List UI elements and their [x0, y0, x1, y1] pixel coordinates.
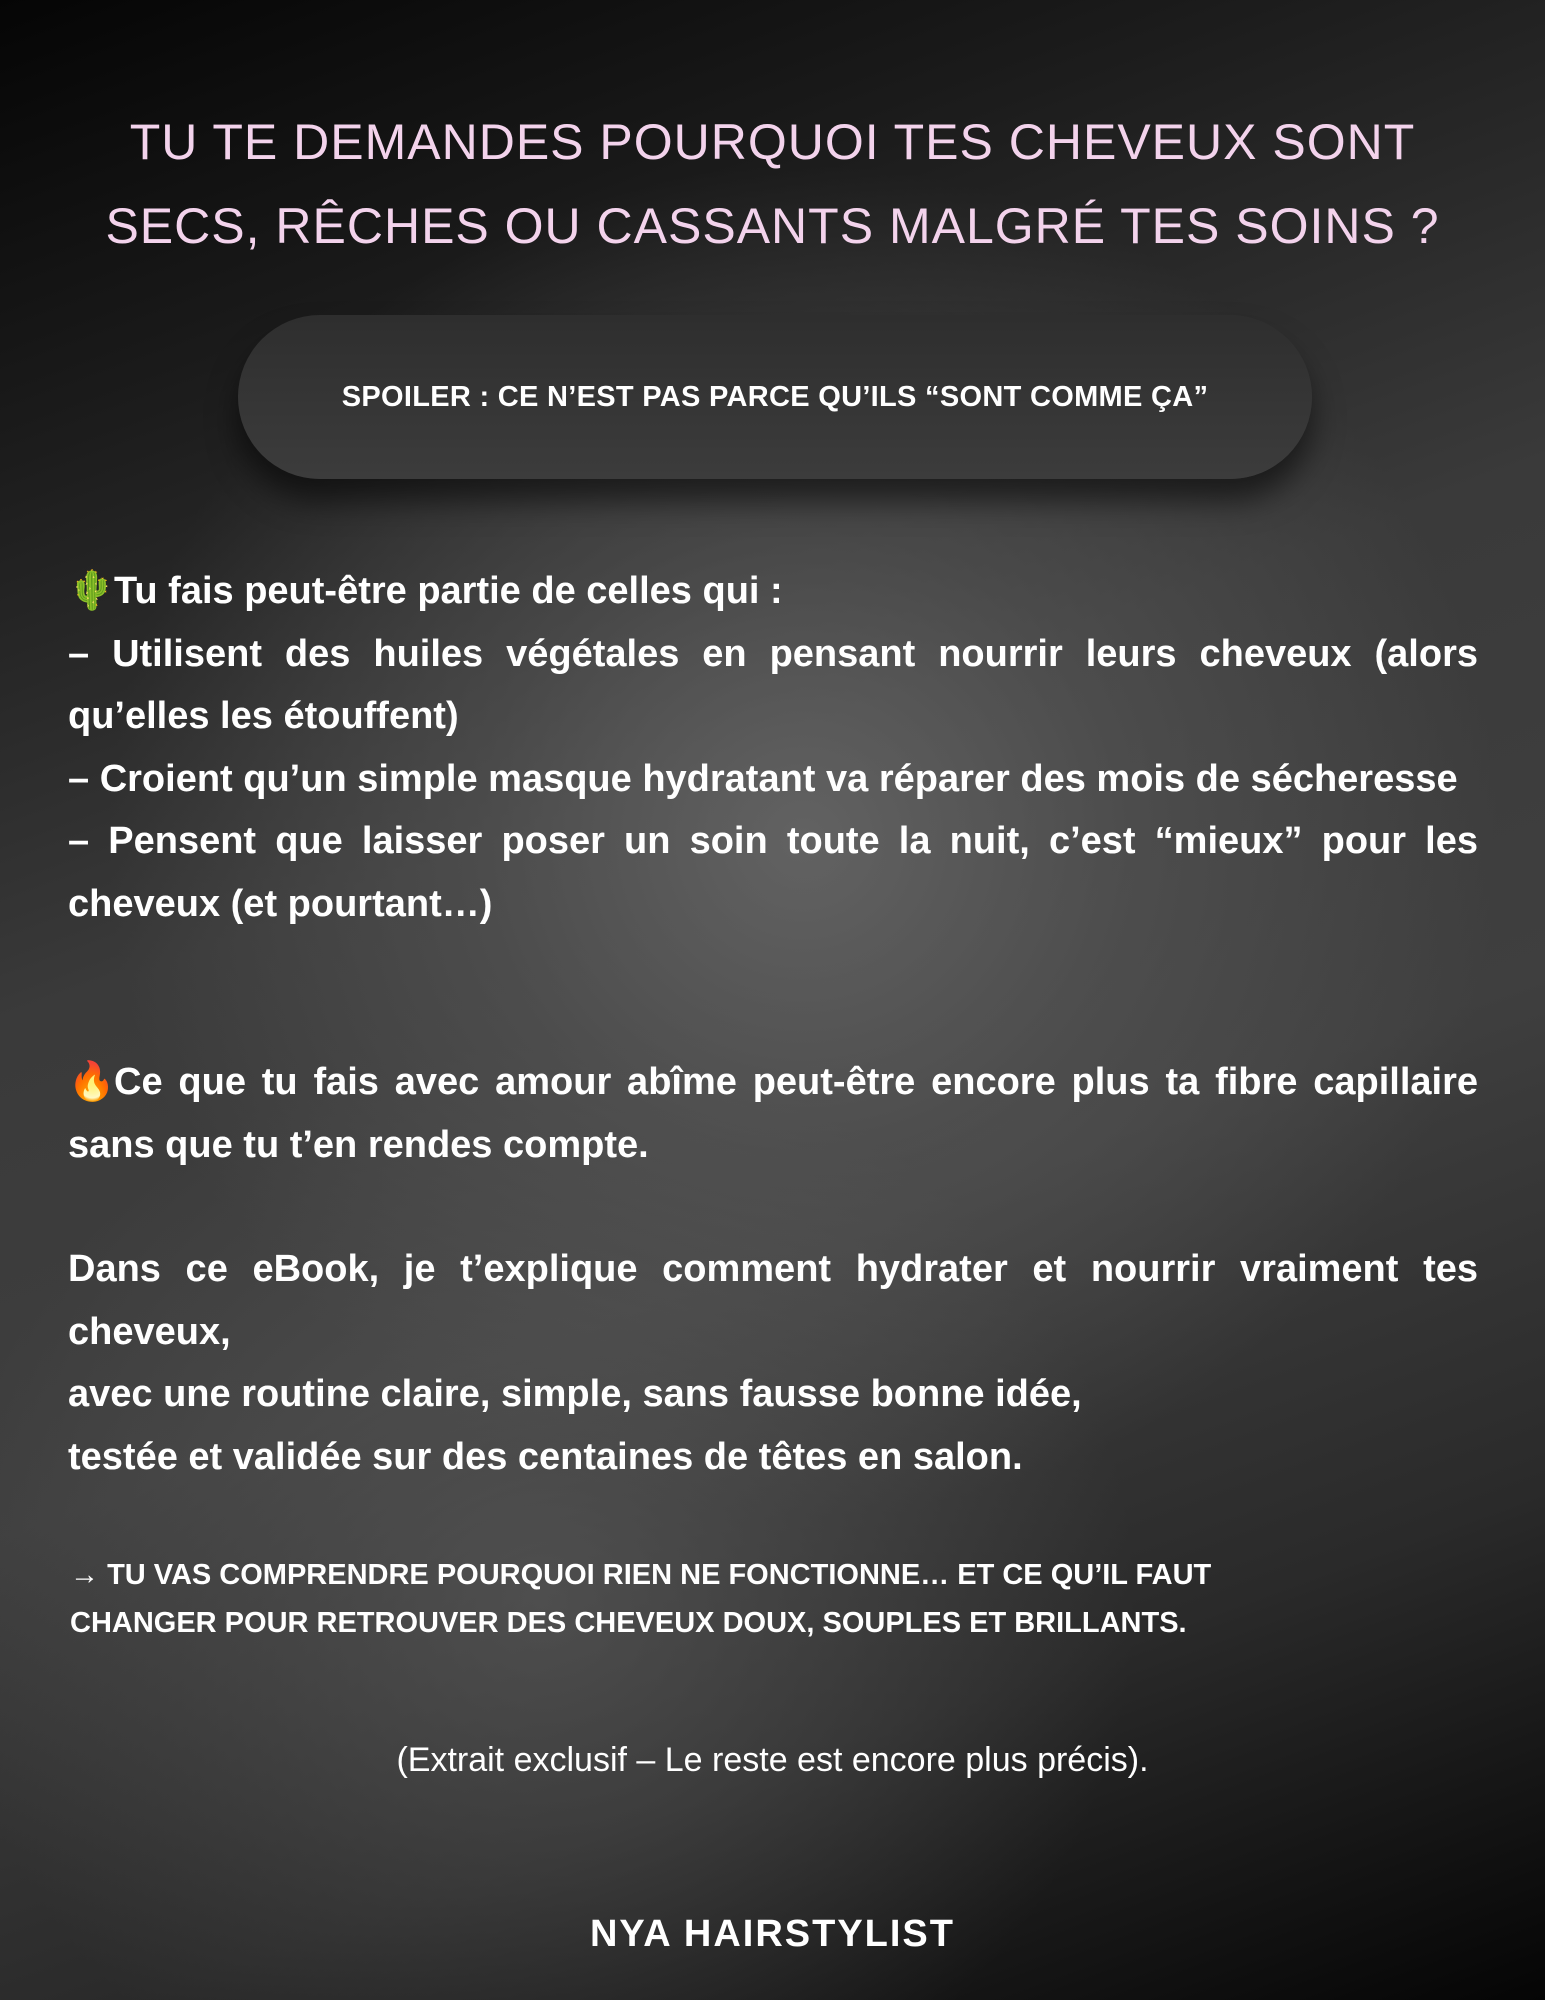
ebook-section [68, 1238, 1478, 1488]
habits-section [68, 560, 1478, 935]
habit-item: – Utilisent des huiles végétales en pensant nourrir leurs cheveux (alors qu’elles les étouffent) [68, 632, 1478, 737]
arrow-right-icon: → [70, 1559, 99, 1591]
cta-line-1: TU VAS COMPRENDRE POURQUOI RIEN NE FONCTIONNE… ET CE QU’IL FAUT [107, 1559, 1212, 1591]
spoiler-banner [238, 315, 1312, 479]
ebook-line: testée et validée sur des centaines de têtes en salon. [68, 1435, 1023, 1478]
headline [40, 100, 1505, 268]
spoiler-text: SPOILER : CE N’EST PAS PARCE QU’ILS “SONT COMME ÇA” [341, 380, 1209, 413]
warning-section [68, 1051, 1478, 1176]
headline-line-2: SECS, RÊCHES OU CASSANTS MALGRÉ TES SOINS ? [105, 198, 1440, 254]
habits-intro-text: Tu fais peut-être partie de celles qui : [114, 570, 783, 612]
warning-paragraph [68, 1051, 1478, 1176]
habit-item: – Pensent que laisser poser un soin toute la nuit, c’est “mieux” pour les cheveux (et pourtant…) [68, 820, 1478, 925]
warning-text: Ce que tu fais avec amour abîme peut-être encore plus ta fibre capillaire sans que tu t’en rendes compte. [68, 1061, 1478, 1166]
cta-line-2: CHANGER POUR RETROUVER DES CHEVEUX DOUX, SOUPLES ET BRILLANTS. [70, 1607, 1187, 1639]
habits-intro [68, 560, 1478, 623]
cta-text [70, 1551, 1370, 1647]
footnote: (Extrait exclusif – Le reste est encore plus précis). [396, 1741, 1149, 1779]
ebook-line: Dans ce eBook, je t’explique comment hydrater et nourrir vraiment tes cheveux, [68, 1248, 1478, 1353]
brand-name: NYA HAIRSTYLIST [589, 1913, 955, 1955]
habit-item: – Croient qu’un simple masque hydratant va réparer des mois de sécheresse [68, 757, 1458, 800]
ebook-line: avec une routine claire, simple, sans fausse bonne idée, [68, 1373, 1082, 1415]
cactus-icon: 🌵 [68, 570, 116, 612]
fire-icon: 🔥 [68, 1061, 116, 1103]
headline-line-1: TU TE DEMANDES POURQUOI TES CHEVEUX SONT [129, 114, 1416, 170]
